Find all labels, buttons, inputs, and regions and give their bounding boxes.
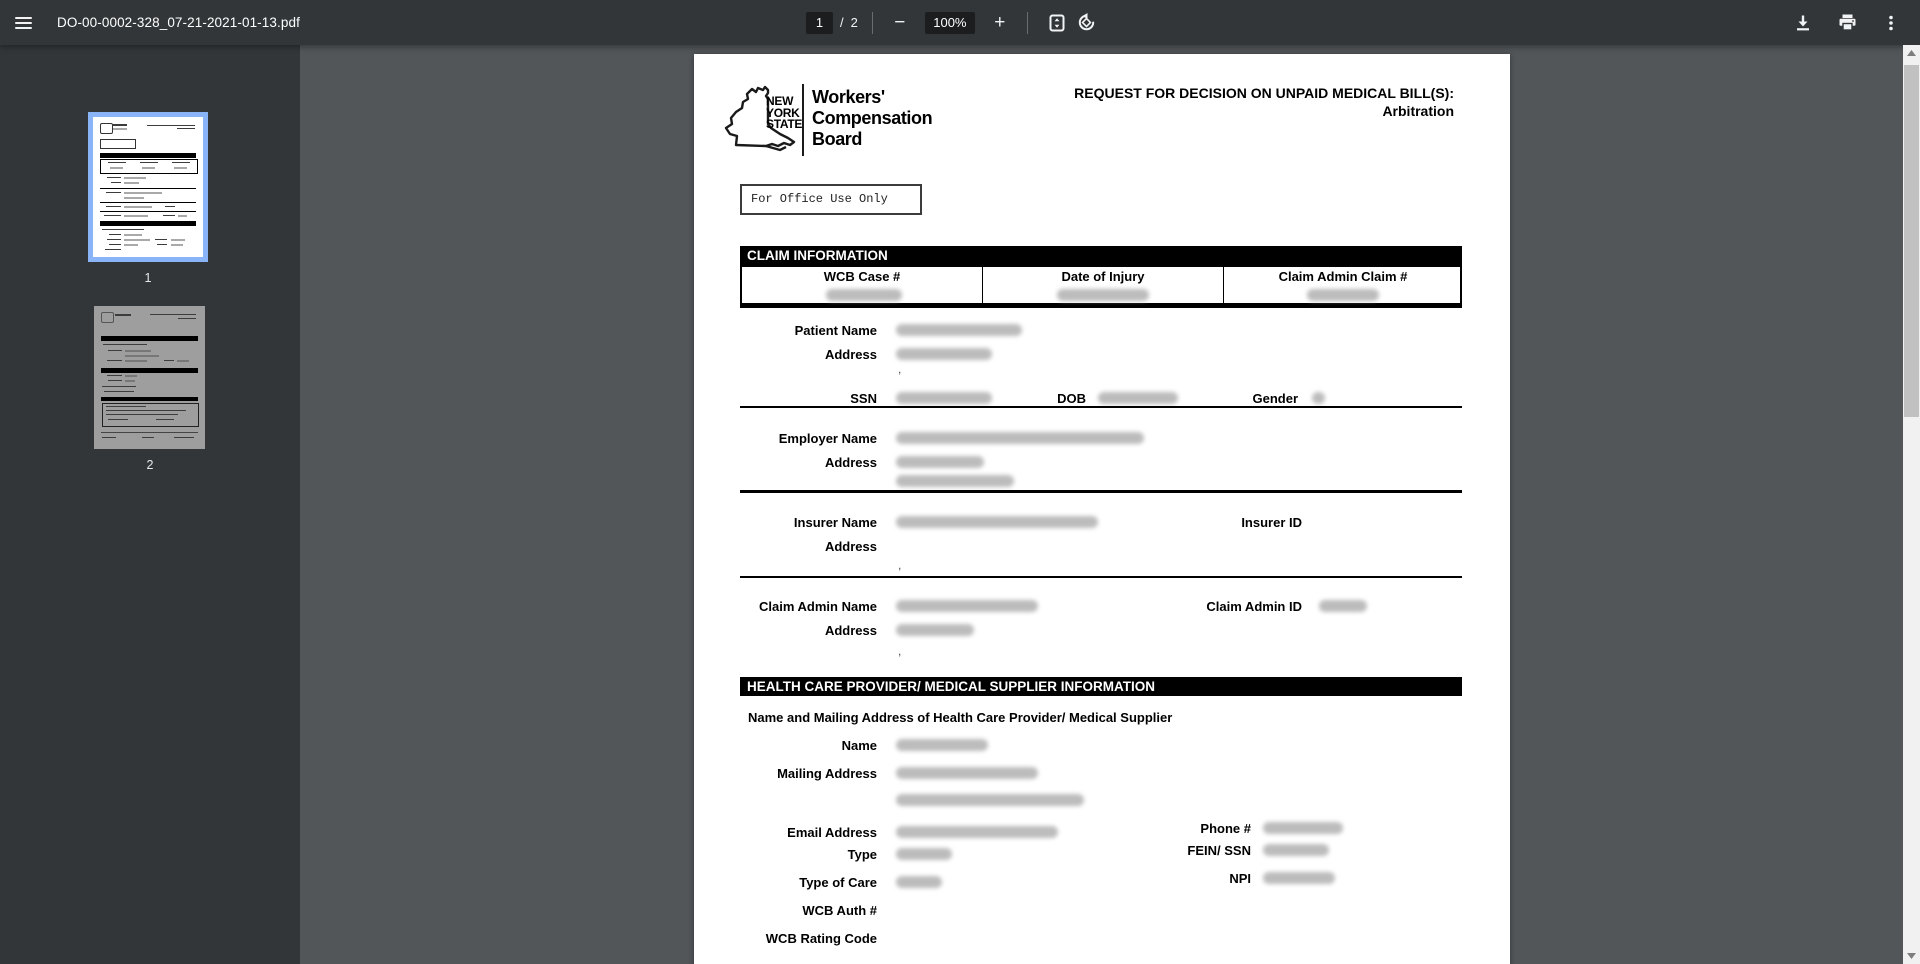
redacted-employer-name [896, 432, 1144, 444]
rotate-button[interactable] [1072, 8, 1102, 38]
thumbnail-page-1[interactable] [88, 112, 208, 262]
redacted-patient-address [896, 348, 992, 360]
page-total: 2 [850, 15, 858, 30]
patient-address-comma: , [898, 362, 902, 376]
insurer-name-label: Insurer Name [793, 515, 877, 530]
fit-to-page-button[interactable] [1042, 8, 1072, 38]
type-of-care-label: Type of Care [799, 875, 877, 890]
redacted-claim-admin-id [1319, 600, 1367, 612]
wcb-auth-label: WCB Auth # [802, 903, 877, 918]
document-canvas[interactable] [300, 45, 1903, 964]
thumbnail-page-2-number: 2 [146, 458, 154, 472]
claim-admin-address-label: Address [824, 623, 877, 638]
redacted-mailing-address-2 [896, 794, 1084, 806]
claim-information-table [740, 265, 1462, 305]
claim-table-bottom-border [740, 305, 1462, 308]
redacted-mailing-address-1 [896, 767, 1038, 779]
scroll-up-button[interactable] [1903, 45, 1920, 61]
redacted-wcb-case-value [826, 289, 902, 301]
redacted-insurer-name [896, 516, 1098, 528]
scrollbar-thumb[interactable] [1904, 65, 1919, 417]
claim-admin-id-label: Claim Admin ID [1206, 599, 1302, 614]
fein-ssn-label: FEIN/ SSN [1187, 843, 1251, 858]
col-header-claim-admin-claim: Claim Admin Claim # [1278, 269, 1408, 284]
claim-information-header: CLAIM INFORMATION [740, 246, 1462, 265]
redacted-claim-admin-claim-value [1307, 289, 1379, 301]
toolbar-separator [1027, 12, 1028, 34]
print-icon [1838, 13, 1857, 32]
dob-label: DOB [1057, 391, 1086, 406]
redacted-type [896, 848, 952, 860]
fit-to-page-icon [1048, 14, 1066, 32]
redacted-gender [1312, 392, 1325, 404]
type-label: Type [847, 847, 877, 862]
wcb-rating-code-label: WCB Rating Code [765, 931, 877, 946]
divider-line [740, 576, 1462, 578]
redacted-fein-ssn [1263, 844, 1329, 856]
thumbnail-page-2[interactable] [94, 306, 205, 449]
logo-state-text: NEW YORK STATE [766, 94, 803, 131]
redacted-date-of-injury-value [1057, 289, 1149, 301]
col-header-wcb-case: WCB Case # [823, 269, 901, 284]
three-dots-icon [1882, 14, 1900, 32]
gender-label: Gender [1252, 391, 1298, 406]
download-button[interactable] [1788, 8, 1818, 38]
thumbnail-page-1-number: 1 [144, 271, 152, 285]
document-filename: DO-00-0002-328_07-21-2021-01-13.pdf [57, 15, 300, 30]
thumbnail-sidebar [0, 45, 300, 964]
download-icon [1794, 14, 1812, 32]
patient-name-label: Patient Name [794, 323, 877, 338]
logo-org-text: Workers' Compensation Board [812, 87, 933, 149]
claim-admin-address-comma: , [898, 644, 902, 658]
more-options-button[interactable] [1876, 8, 1906, 38]
zoom-level-input[interactable]: 100% [925, 12, 975, 34]
form-title: REQUEST FOR DECISION ON UNPAID MEDICAL BILL(S): Arbitration [1074, 85, 1454, 119]
redacted-phone [1263, 822, 1343, 834]
provider-name-label: Name [841, 738, 877, 753]
page-separator: / [840, 15, 844, 30]
scroll-down-button[interactable] [1903, 948, 1920, 964]
insurer-address-comma: , [898, 558, 902, 572]
claim-admin-name-label: Claim Admin Name [759, 599, 877, 614]
vertical-scrollbar[interactable] [1903, 45, 1920, 964]
redacted-claim-admin-address [896, 624, 974, 636]
scroll-down-icon [1907, 953, 1916, 959]
mailing-address-label: Mailing Address [777, 766, 877, 781]
provider-section-header: HEALTH CARE PROVIDER/ MEDICAL SUPPLIER INFORMATION [740, 677, 1462, 696]
ssn-label: SSN [850, 391, 877, 406]
insurer-address-label: Address [824, 539, 877, 554]
pdf-toolbar [0, 0, 1920, 45]
redacted-type-of-care [896, 876, 942, 888]
redacted-provider-name [896, 739, 988, 751]
pdf-page-1 [694, 54, 1510, 964]
redacted-claim-admin-name [896, 600, 1038, 612]
provider-subtitle: Name and Mailing Address of Health Care Provider/ Medical Supplier [748, 710, 1173, 725]
rotate-counterclockwise-icon [1077, 13, 1096, 32]
logo-divider [802, 84, 804, 156]
toolbar-separator [872, 12, 873, 34]
office-use-label: For Office Use Only [751, 192, 888, 206]
page-number-input[interactable]: 1 [806, 12, 833, 34]
divider-line [740, 406, 1462, 408]
phone-label: Phone # [1200, 821, 1251, 836]
redacted-dob [1098, 392, 1178, 404]
office-use-box [740, 184, 922, 215]
redacted-npi [1263, 872, 1335, 884]
menu-icon[interactable] [0, 0, 46, 45]
redacted-email-address [896, 826, 1058, 838]
patient-address-label: Address [824, 347, 877, 362]
insurer-id-label: Insurer ID [1241, 515, 1302, 530]
employer-address-label: Address [824, 455, 877, 470]
hamburger-icon [15, 14, 32, 32]
redacted-ssn [896, 392, 992, 404]
redacted-employer-address-1 [896, 456, 984, 468]
email-address-label: Email Address [787, 825, 877, 840]
redacted-patient-name [896, 324, 1022, 336]
divider-line [740, 490, 1462, 493]
redacted-employer-address-2 [896, 475, 1014, 487]
zoom-in-button[interactable]: + [994, 11, 1006, 33]
zoom-out-button[interactable]: − [894, 11, 906, 33]
col-header-date-of-injury: Date of Injury [1061, 269, 1145, 284]
employer-name-label: Employer Name [778, 431, 877, 446]
scroll-up-icon [1907, 50, 1916, 56]
npi-label: NPI [1229, 871, 1251, 886]
print-button[interactable] [1832, 8, 1862, 38]
